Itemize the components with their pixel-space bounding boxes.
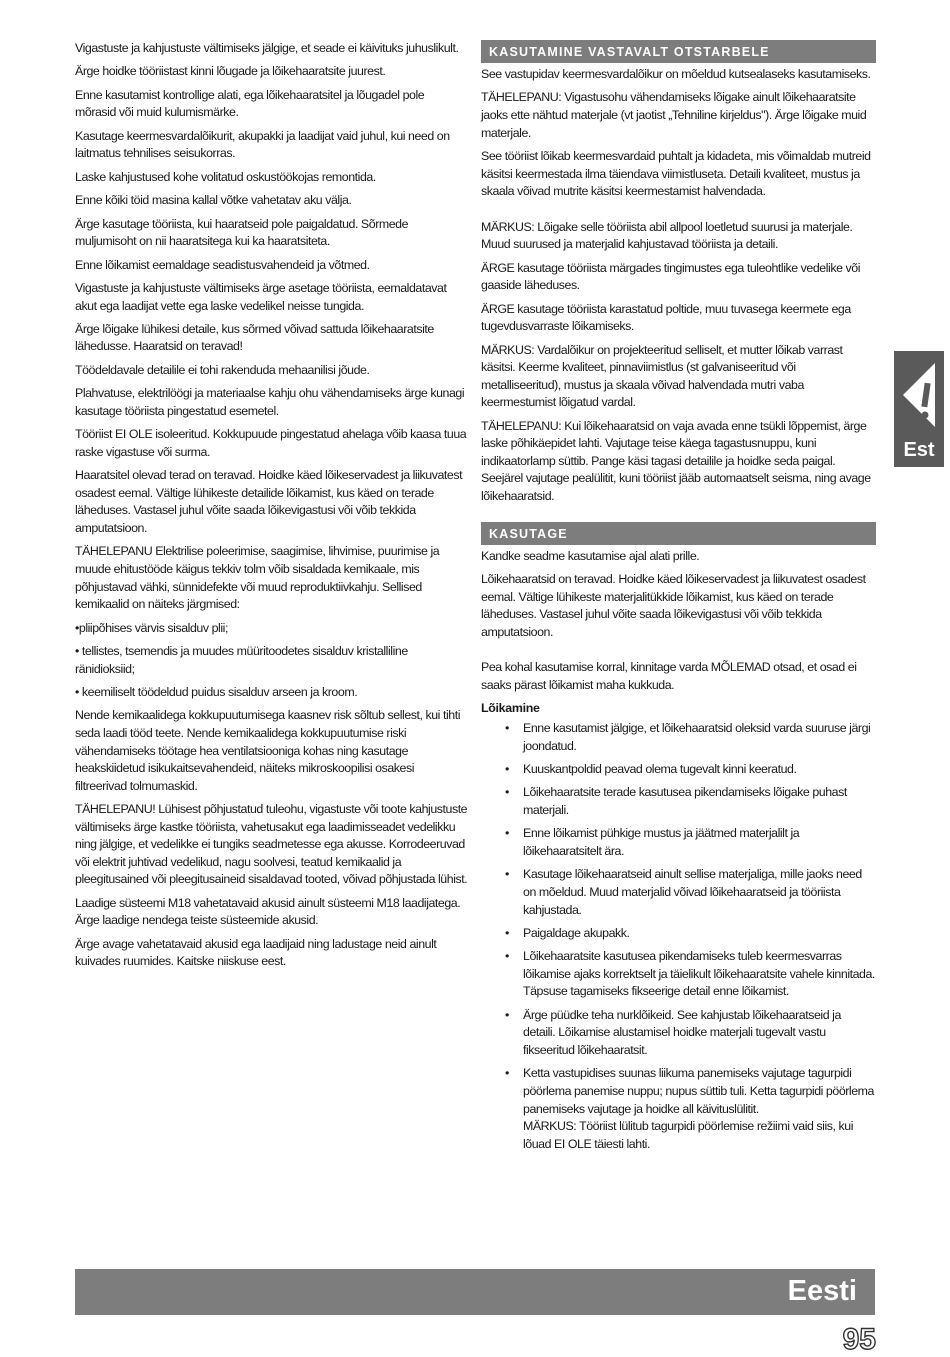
list-item-text: Ketta vastupidises suunas liikuma panemiseks vajutage tagurpidi pöörlema panemise nuppu; nupus süttib tuli. Ketta tagurpidi pöörlema panemiseks vajutage ja hoidke all käivituslülitit. MÄRKUS: Tööriist lülitub tagurpidi pöörlemise režiimi vaid siis, kui lõuad EI OLE täiesti lahti.: [523, 1066, 874, 1151]
language-side-tab: [894, 351, 944, 467]
list-item: [481, 784, 876, 819]
paragraph: Lõikehaaratsid on teravad. Hoidke käed lõikeservadest ja liikuvatest osadest eemal. Vältige lühikeste materjalitükkide lõikamist, kus käed on terade läheduses. Vastasel juhul võite saada lõikevigastusi või võib tekkida amputatsioon.: [481, 572, 866, 639]
paragraph: • keemiliselt töödeldud puidus sisalduv arseen ja kroom.: [75, 684, 358, 699]
footer-language-title: Eesti: [787, 1275, 857, 1307]
list-item-text: Enne kasutamist jälgige, et lõikehaaratsid oleksid varda suuruse järgi joondatud.: [523, 720, 871, 753]
paragraph: See vastupidav keermesvardalõikur on mõeldud kutsealaseks kasutamiseks.: [481, 67, 871, 81]
paragraph: •pliipõhises värvis sisalduv plii;: [75, 620, 228, 635]
paragraph: TÄHELEPANU Elektrilise poleerimise, saagimise, lihvimise, puurimise ja muude ehitustööde käigus tekkiv tolm võib sisaldada kemikaale, mis põhjustavad vähki, sünnidefekte või muud reproduktiivkahju. Sellised kemikaalid on näiteks järgmised:: [75, 544, 440, 612]
subheading-cutting: Lõikamine: [481, 701, 540, 716]
list-item: [481, 1007, 876, 1060]
paragraph: TÄHELEPANU: Kui lõikehaaratsid on vaja avada enne tsükli lõppemist, ärge laske põhikäepidet lahti. Vajutage teise käega tagastusnuppu, kuni indikaatorlamp süttib. Pange käsi tagasi detailile ja hoidke seda paigal. Seejärel vajutage pealülitit, kuni tööriist jääb automaatselt seisma, ning avage lõikehaaratsid.: [481, 418, 871, 504]
bullet-marker: •: [505, 761, 509, 776]
paragraph: Enne kõiki töid masina kallal võtke vahetatav aku välja.: [75, 193, 352, 208]
paragraph: MÄRKUS: Lõigake selle tööriista abil allpool loetletud suurusi ja materjale. Muud suurused ja materjalid kahjustavad tööriista ja detaili.: [481, 219, 853, 252]
bullet-marker: •: [505, 1007, 509, 1022]
list-item-text: Enne lõikamist pühkige mustus ja jäätmed materjalilt ja lõikehaaratsitelt ära.: [523, 826, 800, 858]
list-item-text: Lõikehaaratsite kasutusea pikendamiseks tuleb keermesvarras lõikamise ajaks korrektselt ja täielikult lõikehaaratsite vahele kinnitada. Täpsuse tagamiseks fikseerige detail enne lõikamist.: [523, 949, 875, 999]
bullet-marker: •: [505, 867, 509, 882]
paragraph: • tellistes, tsemendis ja muudes müüritoodetes sisalduv kristalliline ränidioksiid;: [75, 643, 408, 676]
paragraph: TÄHELEPANU: Vigastusohu vähendamiseks lõigake ainult lõikehaaratsite jaoks ette nähtud materjale (vt jaotist „Tehniline kirjeldus"). Ärge lõigake muid materjale.: [481, 90, 867, 140]
bullet-marker: •: [505, 826, 509, 841]
bullet-marker: •: [505, 949, 509, 964]
page-number: 95: [842, 1323, 876, 1356]
list-item: [481, 720, 876, 755]
bullet-marker: •: [505, 720, 509, 735]
list-item-text: Ärge püüdke teha nurklõikeid. See kahjustab lõikehaaratseid ja detaili. Lõikamise alustamisel hoidke materjali tugevalt vastu fikseeritud lõikehaaratsit.: [523, 1007, 841, 1058]
paragraph: Laske kahjustused kohe volitatud oskustöökojas remontida.: [75, 169, 376, 184]
paragraph: Enne kasutamist kontrollige alati, ega lõikehaaratsitel ja lõugadel pole mõrasid või muid kulumismärke.: [75, 87, 425, 120]
paragraph: See tööriist lõikab keermesvardaid puhtalt ja kidadeta, mis võimaldab mutreid käsitsi keermestada ilma täiendava viimistluseta. Detaili kvaliteet, mustus ja skaala võivad mutrite käsitsi keermestamist halvendada.: [481, 148, 871, 199]
section-heading-use: KASUTAGE: [481, 522, 876, 545]
paragraph: Plahvatuse, elektrilöögi ja materiaalse kahju ohu vähendamiseks ärge kunagi kasutage tööriista pingestatud esemetel.: [75, 386, 465, 418]
language-label: Est: [903, 439, 935, 461]
paragraph: Tööriist EI OLE isoleeritud. Kokkupuude pingestatud ahelaga võib kaasa tuua raske vigastuse või surma.: [75, 427, 467, 459]
right-column: [481, 40, 876, 1159]
paragraph: TÄHELEPANU! Lühisest põhjustatud tuleohu, vigastuste või toote kahjustuste vältimiseks ärge kastke tööriista, vahetusakut ega laadimisseadet vedelikku ning jälgige, et vedelikke ei tungiks seadmetesse ega akusse. Korrodeeruvad või elektrit juhtivad vedelikud, nagu soolvesi, teatud kemikaalid ja pleegitusained või pleegitusaineid sisaldavad tooted, võivad põhjustada lühist.: [75, 802, 468, 887]
paragraph: MÄRKUS: Vardalõikur on projekteeritud selliselt, et mutter lõikab varrast käsitsi. Keerme kvaliteet, pinnaviimistlus (st galvaniseeritud või metalliseeritud), mustus ja skaala võivad halvendada mutri vaba keermestumist lõigatud vardal.: [481, 342, 843, 410]
spacer: [481, 207, 876, 219]
list-item: [481, 761, 876, 779]
paragraph: Kandke seadme kasutamise ajal alati prille.: [481, 548, 700, 563]
list-item: [481, 866, 876, 919]
list-item: [481, 948, 876, 1001]
paragraph: Vigastuste ja kahjustuste vältimiseks ärge asetage tööriista, eemaldatavat akut ega laadijat vette ega laske vedelikel neisse tungida.: [75, 280, 447, 313]
section-heading-intended-use: KASUTAMINE VASTAVALT OTSTARBELE: [481, 40, 876, 63]
list-item-text: Lõikehaaratsite terade kasutusea pikendamiseks lõigake puhast materjali.: [523, 785, 847, 817]
paragraph: ÄRGE kasutage tööriista karastatud poltide, muu tuvasega keermete ega tugevdusvarraste lõikamiseks.: [481, 301, 851, 334]
bullet-marker: •: [505, 1066, 509, 1081]
paragraph: Laadige süsteemi M18 vahetatavaid akusid ainult süsteemi M18 laadijatega. Ärge laadige nendega teiste süsteemide akusid.: [75, 895, 461, 928]
list-item-text: Paigaldage akupakk.: [523, 925, 630, 940]
paragraph: Ärge lõigake lühikesi detaile, kus sõrmed võivad sattuda lõikehaaratsite lähedusse. Haaratsid on teravad!: [75, 321, 434, 354]
paragraph: Ärge avage vahetatavaid akusid ega laadijaid ning ladustage neid ainult kuivades ruumides. Kaitske niiskuse eest.: [75, 936, 437, 969]
paragraph: Nende kemikaalidega kokkupuutumisega kaasnev risk sõltub sellest, kui tihti seda laadi tööd teete. Nende kemikaalidega kokkupuutumise riski vähendamiseks töötage hea ventilatsiooniga kohas ning kasutage heakskiidetud isikukaitsevahendeid, näiteks mikroskoopilisi osakesi filtreerivad tolmumaskid.: [75, 708, 460, 793]
warning-icon: [901, 361, 937, 442]
paragraph: Ärge hoidke tööriistast kinni lõugade ja lõikehaaratsite juurest.: [75, 64, 386, 79]
paragraph: Vigastuste ja kahjustuste vältimiseks jälgige, et seade ei käivituks juhuslikult.: [75, 41, 459, 55]
paragraph: Enne lõikamist eemaldage seadistusvahendeid ja võtmed.: [75, 257, 370, 272]
list-item: [481, 1065, 876, 1153]
paragraph: Haaratsitel olevad terad on teravad. Hoidke käed lõikeservadest ja liikuvatest osadest eemal. Vältige lühikeste detailide lõikamist, kus käed on terade läheduses. Vastasel juhul võite saada lõikevigastusi või võib tekkida amputatsioon.: [75, 468, 463, 536]
paragraph: Pea kohal kasutamise korral, kinnitage varda MÕLEMAD otsad, et osad ei saaks pärast lõikamist maha kukkuda.: [481, 660, 857, 692]
paragraph: Töödeldavale detailile ei tohi rakenduda mehaanilisi jõude.: [75, 362, 370, 377]
list-item-text: Kuuskantpoldid peavad olema tugevalt kinni keeratud.: [523, 761, 797, 776]
bullet-marker: •: [505, 785, 509, 800]
cutting-bullet-list: [481, 720, 876, 1153]
left-column: [75, 40, 468, 977]
list-item-text: Kasutage lõikehaaratseid ainult sellise materjaliga, mille jaoks need on mõeldud. Muud materjalid võivad lõikehaaratseid ja tööriista kahjustada.: [523, 867, 862, 917]
paragraph: ÄRGE kasutage tööriista märgades tingimustes ega tuleohtlike vedelike või gaaside läheduses.: [481, 260, 861, 293]
spacer: [481, 647, 876, 659]
list-item: [481, 825, 876, 860]
paragraph: Kasutage keermesvardalõikurit, akupakki ja laadijat vaid juhul, kui need on laitmatus tehnilises seisukorras.: [75, 128, 450, 161]
bullet-marker: •: [505, 925, 509, 940]
list-item: [481, 925, 876, 943]
paragraph: Ärge kasutage tööriista, kui haaratseid pole paigaldatud. Sõrmede muljumisoht on nii haaratsitega kui ka haaratsiteta.: [75, 216, 409, 249]
footer-band: [75, 1269, 875, 1315]
